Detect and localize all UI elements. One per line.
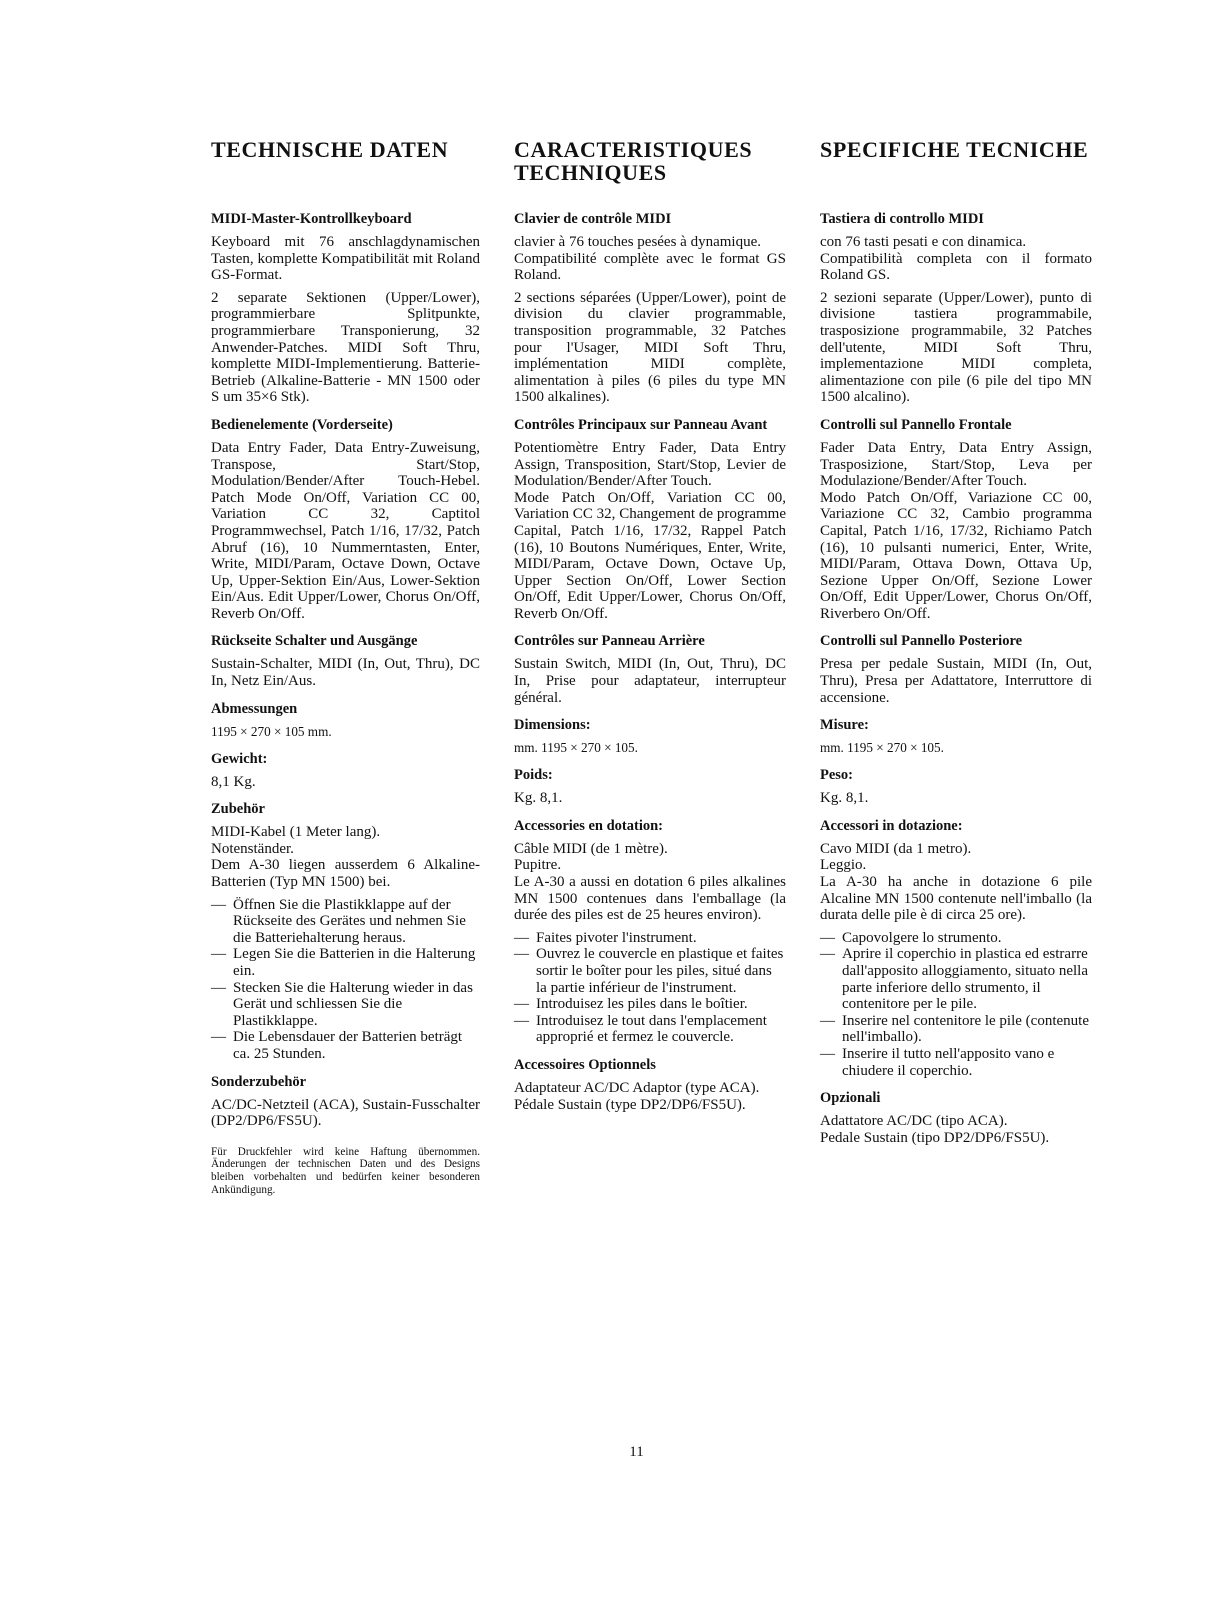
paragraph: mm. 1195 × 270 × 105.	[514, 740, 638, 756]
paragraph: clavier à 76 touches pesées à dynamique. Compatibilité complète avec le format GS Roland.	[514, 234, 786, 284]
section-heading: Contrôles Principaux sur Panneau Avant	[514, 416, 768, 433]
instruction-list	[514, 930, 786, 1046]
paragraph: 2 sezioni separate (Upper/Lower), punto di divisione tastiera programmabile, trasposizione programmabile, 32 Patches dell'utente, MIDI Soft Thru, implementazione MIDI completa, alimentazione con pile (6 pile del tipo MN 1500 alcalino).	[820, 289, 1092, 406]
paragraph: Sustain-Schalter, MIDI (In, Out, Thru), DC In, Netz Ein/Aus.	[211, 656, 480, 690]
page-number: 11	[629, 1444, 644, 1460]
paragraph: mm. 1195 × 270 × 105.	[820, 740, 944, 756]
section-heading: Accessori in dotazione:	[820, 817, 963, 834]
paragraph: Adaptateur AC/DC Adaptor (type ACA). Pédale Sustain (type DP2/DP6/FS5U).	[514, 1079, 760, 1113]
paragraph: Data Entry Fader, Data Entry-Zuweisung, Transpose, Start/Stop, Modulation/Bender/After Touch-Hebel. Patch Mode On/Off, Variation CC 00, Variation CC 32, Captitol Programmwechsel, Patch 1/16, 17/32, Patch Abruf (16), 10 Nummerntasten, Enter, Write, MIDI/Param, Octave Down, Octave Up, Upper-Sektion Ein/Aus, Lower-Sektion Ein/Aus. Edit Upper/Lower, Chorus On/Off, Reverb On/Off.	[211, 439, 480, 622]
column-french	[506, 138, 786, 1119]
list-item: — Inserire il tutto nell'apposito vano e chiudere il coperchio.	[820, 1046, 1092, 1079]
paragraph: Cavo MIDI (da 1 metro). Leggio. La A-30 ha anche in dotazione 6 pile Alcaline MN 1500 contenute nell'imballo (la durata delle pile è di circa 25 ore).	[820, 840, 1092, 924]
paragraph: Potentiomètre Entry Fader, Data Entry Assign, Transposition, Start/Stop, Levier de Modulation/Bender/After Touch. Mode Patch On/Off, Variation CC 00, Variation CC 32, Changement de programme Capital, Patch 1/16, 17/32, Rappel Patch (16), 10 Boutons Numériques, Enter, Write, MIDI/Param, Octave Down, Octave Up, Upper Section On/Off, Lower Section On/Off, Edit Upper/Lower, Chorus On/Off, Reverb On/Off.	[514, 439, 786, 622]
column-body	[506, 210, 786, 1113]
paragraph: Presa per pedale Sustain, MIDI (In, Out, Thru), Presa per Adattatore, Interruttore di accensione.	[820, 656, 1092, 706]
list-item: — Aprire il coperchio in plastica ed estrarre dall'apposito alloggiamento, situato nella parte inferiore dello strumento, il contenitore per le pile.	[820, 946, 1092, 1012]
paragraph: MIDI-Kabel (1 Meter lang). Notenständer. Dem A-30 liegen ausserdem 6 Alkaline-Batterien (Typ MN 1500) bei.	[211, 824, 480, 891]
section-heading: Gewicht:	[211, 750, 268, 767]
column-title: CARACTERISTIQUES TECHNIQUES	[514, 137, 753, 185]
section-heading: Poids:	[514, 767, 553, 784]
section-heading: Abmessungen	[211, 700, 298, 717]
paragraph: Sustain Switch, MIDI (In, Out, Thru), DC In, Prise pour adaptateur, interrupteur général.	[514, 656, 786, 706]
paragraph: 2 separate Sektionen (Upper/Lower), programmierbare Splitpunkte, programmierbare Transponierung, 32 Anwender-Patches. MIDI Soft Thru, komplette MIDI-Implementierung. Batterie-Betrieb (Alkaline-Batterie - MN 1500 oder S um 35×6 Stk).	[211, 289, 480, 406]
disclaimer-text: Für Druckfehler wird keine Haftung übernommen. Änderungen der technischen Daten und des Designs bleiben vorbehalten und bedürfen keiner besonderen Ankündigung.	[211, 1145, 480, 1196]
list-item: — Ouvrez le couvercle en plastique et faites sortir le boîter pour les piles, situé dans la partie inférieur de l'instrument.	[514, 946, 786, 996]
list-item: — Inserire nel contenitore le pile (contenute nell'imballo).	[820, 1013, 1092, 1046]
section-heading: Accessoires Optionnels	[514, 1056, 656, 1073]
section-heading: Clavier de contrôle MIDI	[514, 211, 672, 227]
section-heading: Misure:	[820, 717, 869, 734]
paragraph: Fader Data Entry, Data Entry Assign, Trasposizione, Start/Stop, Leva per Modulazione/Bender/After Touch. Modo Patch On/Off, Variazione CC 00, Variazione CC 32, Cambio programma Capital, Patch 1/16, 17/32, Richiamo Patch (16), 10 pulsanti numerici, Enter, Write, MIDI/Param, Ottava Down, Ottava Up, Sezione Upper On/Off, Sezione Lower On/Off, Edit Upper/Lower, Chorus On/Off, Riverbero On/Off.	[820, 439, 1092, 622]
section-heading: Accessories en dotation:	[514, 817, 664, 834]
column-title: TECHNISCHE DATEN	[211, 137, 449, 162]
paragraph: Kg. 8,1.	[514, 790, 563, 807]
section-heading: Tastiera di controllo MIDI	[820, 211, 984, 227]
section-heading: Controlli sul Pannello Posteriore	[820, 633, 1023, 650]
paragraph: Keyboard mit 76 anschlagdynamischen Tasten, komplette Kompatibilität mit Roland GS-Format.	[211, 234, 480, 284]
section-heading: Bedienelemente (Vorderseite)	[211, 416, 393, 433]
section-heading: Contrôles sur Panneau Arrière	[514, 633, 705, 650]
section-heading: Controlli sul Pannello Frontale	[820, 416, 1012, 433]
paragraph: 2 sections séparées (Upper/Lower), point de division du clavier programmable, transposition programmable, 32 Patches pour l'Usager, MIDI Soft Thru, implémentation MIDI complète, alimentation à piles (6 piles du type MN 1500 alkalines).	[514, 289, 786, 406]
list-item: — Öffnen Sie die Plastikklappe auf der Rückseite des Gerätes und nehmen Sie die Batteriehalterung heraus.	[211, 897, 480, 947]
column-body	[203, 210, 480, 1196]
list-item: — Stecken Sie die Halterung wieder in das Gerät und schliessen Sie die Plastikklappe.	[211, 980, 480, 1030]
column-title: SPECIFICHE TECNICHE	[820, 137, 1089, 162]
paragraph: 8,1 Kg.	[211, 773, 256, 790]
section-heading: Sonderzubehör	[211, 1073, 307, 1090]
paragraph: Câble MIDI (de 1 mètre). Pupitre. Le A-30 a aussi en dotation 6 piles alkalines MN 1500 contenues dans l'emballage (la durée des piles est de 25 heures environ).	[514, 840, 786, 924]
section-heading: Rückseite Schalter und Ausgänge	[211, 633, 418, 650]
column-german	[203, 138, 480, 1202]
paragraph: Adattatore AC/DC (tipo ACA). Pedale Sustain (tipo DP2/DP6/FS5U).	[820, 1113, 1050, 1146]
list-item: — Introduisez les piles dans le boîtier.	[514, 996, 786, 1013]
list-item: — Capovolgere lo strumento.	[820, 930, 1092, 947]
column-body	[812, 210, 1092, 1146]
paragraph: 1195 × 270 × 105 mm.	[211, 723, 332, 739]
paragraph: AC/DC-Netzteil (ACA), Sustain-Fusschalter (DP2/DP6/FS5U).	[211, 1096, 480, 1130]
instruction-list	[820, 930, 1092, 1079]
list-item: — Faites pivoter l'instrument.	[514, 930, 786, 947]
list-item: — Introduisez le tout dans l'emplacement approprié et fermez le couvercle.	[514, 1013, 786, 1046]
paragraph: con 76 tasti pesati e con dinamica. Compatibilità completa con il formato Roland GS.	[820, 234, 1092, 284]
paragraph: Kg. 8,1.	[820, 790, 869, 807]
column-italian	[812, 138, 1092, 1152]
instruction-list	[211, 897, 480, 1063]
section-heading: Peso:	[820, 767, 854, 784]
list-item: — Die Lebensdauer der Batterien beträgt ca. 25 Stunden.	[211, 1029, 480, 1062]
list-item: — Legen Sie die Batterien in die Halterung ein.	[211, 946, 480, 979]
section-heading: MIDI-Master-Kontrollkeyboard	[211, 211, 412, 227]
section-heading: Opzionali	[820, 1090, 881, 1107]
section-heading: Zubehör	[211, 801, 265, 818]
section-heading: Dimensions:	[514, 717, 591, 734]
